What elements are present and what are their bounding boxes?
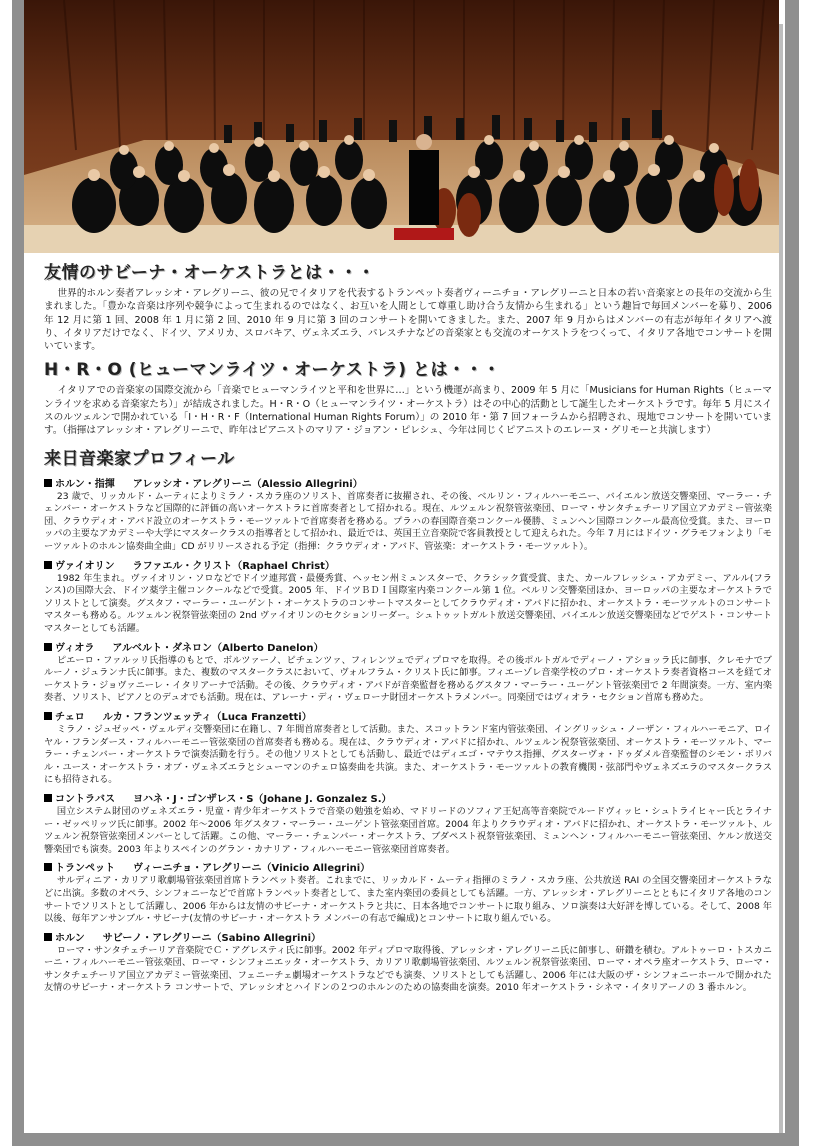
profile-text: ミラノ・ジュゼッペ・ヴェルディ交響楽団に在籍し、7 年間首席奏者として活動。また、スコットランド室内管弦楽団、イングリッシュ・ノーザン・フィルハーモニア、ロイヤル・フランダース・フィルハーモニー管弦楽団の首席奏者も務める。現在は、クラウディオ・アバドに招かれ、ルツェルン祝祭管弦楽団、オーケストラ・モーツァルト、マーラー・チェンバー・オーケストラで演奏活動を行う。その他ソリストとしても活動し、最近ではディエゴ・マテウス指揮、グスターヴォ・ドゥダメル音楽監督のシモン・ボリバル・ユース・オーケストラ・オブ・ヴェネズエラとシューマンのチェロ協奏曲を共演。また、オーケストラ・モーツァルトの教育機関・弦部門やヴェネズエラのマスタークラスにも招待される。 <box>44 723 772 786</box>
profile-text: 国立システム財団のヴェネズエラ・児童・青少年オーケストラで音楽の勉強を始め、マドリードのソフィア王妃高等音楽院でルードヴィッヒ・シュトライヒャー氏とライナー・ゼッペリッツ氏に師事。2002 年〜2006 年グスタフ・マーラー・ユーゲント管弦楽団首席。2004 年よりクラウディオ・アバドに招かれ、オーケストラ・モーツァルト、ルツェルン祝祭管弦楽団メンバーとして活躍。この他、マーラー・チェンバー・オーケストラ、ブダペスト祝祭管弦楽団、ミュンヘン・フィルハーモニー管弦楽団、ケルン放送交響楽団でも演奏。2003 年よりスペインのグラン・カナリア・フィルハーモニー管弦楽団首席奏者。 <box>44 805 772 855</box>
profile-heading <box>44 932 772 945</box>
square-bullet-icon <box>44 933 52 941</box>
profile-entry <box>44 560 772 636</box>
section-about-sabina <box>44 262 772 353</box>
orchestra-photo <box>24 0 779 253</box>
profile-name: サビーノ・アレグリーニ（Sabino Allegrini） <box>102 932 321 944</box>
profile-role: ヴィオラ <box>55 642 95 654</box>
section-profiles <box>44 448 772 995</box>
square-bullet-icon <box>44 561 52 569</box>
profile-text: ピエーロ・ファルッリ氏指導のもとで、ボルツァーノ、ピチェンツァ、フィレンツェでディプロマを取得。その後ポルトガルでディーノ・アショッラ氏に師事、クレモナでブルーノ・ジュランナ氏に師事。また、複数のマスタークラスにおいて、ヴォルフラム・クリスト氏に師事。フィエーゾレ音楽学校のプロ・オーケストラ奏者資格コースを経てオーケストラ・ジョヴァニーレ・イタリアーナで活動。その後、クラウディオ・アバドが音楽監督を務めるグスタフ・マーラー・ユーゲント管弦楽団で 2 年間演奏。一方、室内楽奏者、ソリスト、ピアノとのデュオでも活動。現在は、アレーナ・ディ・ヴェローナ財団オーケストラメンバー。同楽団ではヴィオラ・セクション首席も務めた。 <box>44 654 772 704</box>
section-body-sabina: 世界的ホルン奏者アレッシオ・アレグリーニ、彼の兄でイタリアを代表するトランペット奏者ヴィーニチョ・アレグリーニと日本の若い音楽家との長年の交流から生まれました。「豊かな音楽は序列や競争によって生まれるのではなく、お互いを人間として尊重し助け合う友情から生まれる」という趣旨で毎回メンバーを募り、2006 年 12 月に第 1 回、2008 年 1 月に第 2 回、2010 年 9 月に第 3 回のコンサートを開いてきました。また、2007 年 9 月からはメンバーの有志が毎年イタリアへ渡り、イタリアだけでなく、ドイツ、アメリカ、スロバキア、ヴェネズエラ、パレスチナなどの音楽家とも交流のオーケストラをつくって、イタリア各地でコンサートを開いています。 <box>44 288 772 353</box>
square-bullet-icon <box>44 794 52 802</box>
frame-inner-line <box>779 24 783 1133</box>
profile-text: サルディニア・カリアリ歌劇場管弦楽団首席トランペット奏者。これまでに、リッカルド・ムーティ指揮のミラノ・スカラ座、公共放送 RAI の全国交響楽団オーケストラなどに出演。多数のオペラ、シンフォニーなどで首席トランペット奏者として、また室内楽団の委員としても活躍。一方、アレッシオ・アレグリーニとともにイタリア各地のコンサートでソリストとして活躍し、2006 年からは友情のサビーナ・オーケストラと共に、日本各地でコンサートに取り組み、ソロ演奏は大好評を博している。そして、2008 年以後、毎年アンサンブル・サビーナ(友情のサビーナ・オーケストラ メンバーの有志で編成)とコンサートに取り組んでいる。 <box>44 875 772 925</box>
profile-role: ホルン <box>55 932 85 944</box>
profile-role: コントラバス <box>55 793 115 805</box>
square-bullet-icon <box>44 643 52 651</box>
square-bullet-icon <box>44 479 52 487</box>
square-bullet-icon <box>44 863 52 871</box>
section-title-profiles: 来日音楽家プロフィール <box>44 448 235 469</box>
profile-entry <box>44 642 772 705</box>
profile-heading <box>44 642 772 655</box>
profile-heading <box>44 862 772 875</box>
profile-entry <box>44 862 772 925</box>
profile-name: ルカ・フランツェッティ（Luca Franzetti） <box>102 711 312 723</box>
profile-entry <box>44 793 772 856</box>
section-title-sabina: 友情のサビーナ・オーケストラとは・・・ <box>44 263 376 283</box>
main-content <box>44 262 772 995</box>
profile-heading <box>44 560 772 573</box>
profile-entry <box>44 932 772 995</box>
profile-heading <box>44 478 772 491</box>
square-bullet-icon <box>44 712 52 720</box>
profile-text: 1982 年生まれ。ヴァイオリン・ソロなどでドイツ連邦賞・最優秀賞、ヘッセン州ミュンスターで、クラシック賞受賞、また、カールフレッシュ・アカデミー、アルル(フランス)の国際大会、ドイツ薬学主催コンクールなどで受賞。2005 年、ドイツＢＤＩ国際室内楽コンクール第 1 位。ベルリン交響楽団ほか、ヨーロッパの主要なオーケストラでソリストとして演奏。グスタフ・マーラー・ユーゲント・オーケストラのコンサートマスターとしてクラウディオ・アバドに招かれ、オーケストラ・モーツァルトのコンサートマスターも務める。ルツェルン祝祭管弦楽団の 2nd ヴァイオリンのセクションリーダー。シュトゥットガルト放送交響楽団、バイエルン放送交響楽団などでゲスト・コンサートマスターとしても活躍。 <box>44 572 772 635</box>
profile-role: ホルン・指揮 <box>55 478 115 490</box>
profile-entry <box>44 478 772 554</box>
profile-name: ラファエル・クリスト（Raphael Christ） <box>132 560 335 572</box>
profile-entry <box>44 711 772 787</box>
profile-list <box>44 478 772 995</box>
section-title-hro: H・R・O (ヒューマンライツ・オーケストラ) とは・・・ <box>44 360 501 381</box>
section-body-hro: イタリアでの音楽家の国際交流から「音楽でヒューマンライツと平和を世界に…」という機運が高まり、2009 年 5 月に「Musicians for Human Rights（ヒューマンライツを求める音楽家たち）」が結成されました。H・R・O（ヒューマンライツ・オーケストラ）はその中心的活動として誕生したオーケストラです。毎年 5 月にスイスのルツェルンで開かれている「I・H・R・F（International Human Rights Forum）」の 2010 年・第 7 回フォーラムから招聘され、現地でコンサートを開いています。（指揮はアレッシオ・アレグリーニで、昨年はピアニストのマリア・ジョアン・ピレシュ、今年は同じくピアニストのエレーヌ・グリモーと共演します） <box>44 385 772 437</box>
profile-text: 23 歳で、リッカルド・ムーティによりミラノ・スカラ座のソリスト、首席奏者に抜擢され、その後、ベルリン・フィルハーモニー、バイエルン放送交響楽団、マーラー・チェンバー・オーケストラなど国際的に評価の高いオーケストラに首席奏者として招かれる。現在、ルツェルン祝祭管弦楽団、ローマ・サンタチェチーリア国立アカデミー管弦楽団、クラウディオ・アバド設立のオーケストラ・モーツァルトで首席奏者を務める。プラハの春国際音楽コンクール優勝、ミュンヘン国際コンクール最高位受賞。また、ヨーロッパの主要なアカデミーや大学にマスタークラスの指導者として招かれ、最近では、英国王立音楽院で客員教授として迎えられた。今年 7 月にはドイツ・グラモフォンより「モーツァルトのホルン協奏曲全曲」CD がリリースされる予定（指揮：クラウディオ・アバド、管弦楽：オーケストラ・モーツァルト）。 <box>44 490 772 553</box>
profile-name: ヨハネ・J・ゴンザレス・S（Johane J. Gonzalez S.） <box>133 793 392 805</box>
profile-name: ヴィーニチョ・アレグリーニ（Vinicio Allegrini） <box>133 863 371 875</box>
frame-bottom <box>12 1133 799 1146</box>
profile-role: チェロ <box>55 711 85 723</box>
profile-role: ヴァイオリン <box>55 560 115 572</box>
frame-left <box>12 0 24 1146</box>
profile-role: トランペット <box>55 863 115 875</box>
profile-name: アレッシオ・アレグリーニ（Alessio Allegrini） <box>132 478 363 490</box>
section-about-hro <box>44 359 772 437</box>
profile-text: ローマ・サンタチェチーリア音楽院でＣ・アグレスティ氏に師事。2002 年ディプロマ取得後、アレッシオ・アレグリーニ氏に師事し、研鑽を積む。アルトゥーロ・トスカニーニ・フィルハーモニー管弦楽団、ローマ・シンフォニエッタ・オーケストラ、カリアリ歌劇場管弦楽団、ルツェルン祝祭管弦楽団、ローマ・オペラ座オーケストラ、ローマ・サンタチェチーリア国立アカデミー管弦楽団、フェニーチェ劇場オーケストラなどでも演奏、ソリストとしても活躍し、2006 年には大阪のザ・シンフォニーホールで開かれた友情のサビーナ・オーケストラ コンサートで、アレッシオとハイドンの２つのホルンのための協奏曲を演奏。2010 年オーケストラ・シネマ・イタリアーノの 3 番ホルン。 <box>44 944 772 994</box>
profile-name: アルベルト・ダネロン（Alberto Danelon） <box>112 642 324 654</box>
profile-heading <box>44 793 772 806</box>
frame-right <box>785 0 799 1146</box>
profile-heading <box>44 711 772 724</box>
